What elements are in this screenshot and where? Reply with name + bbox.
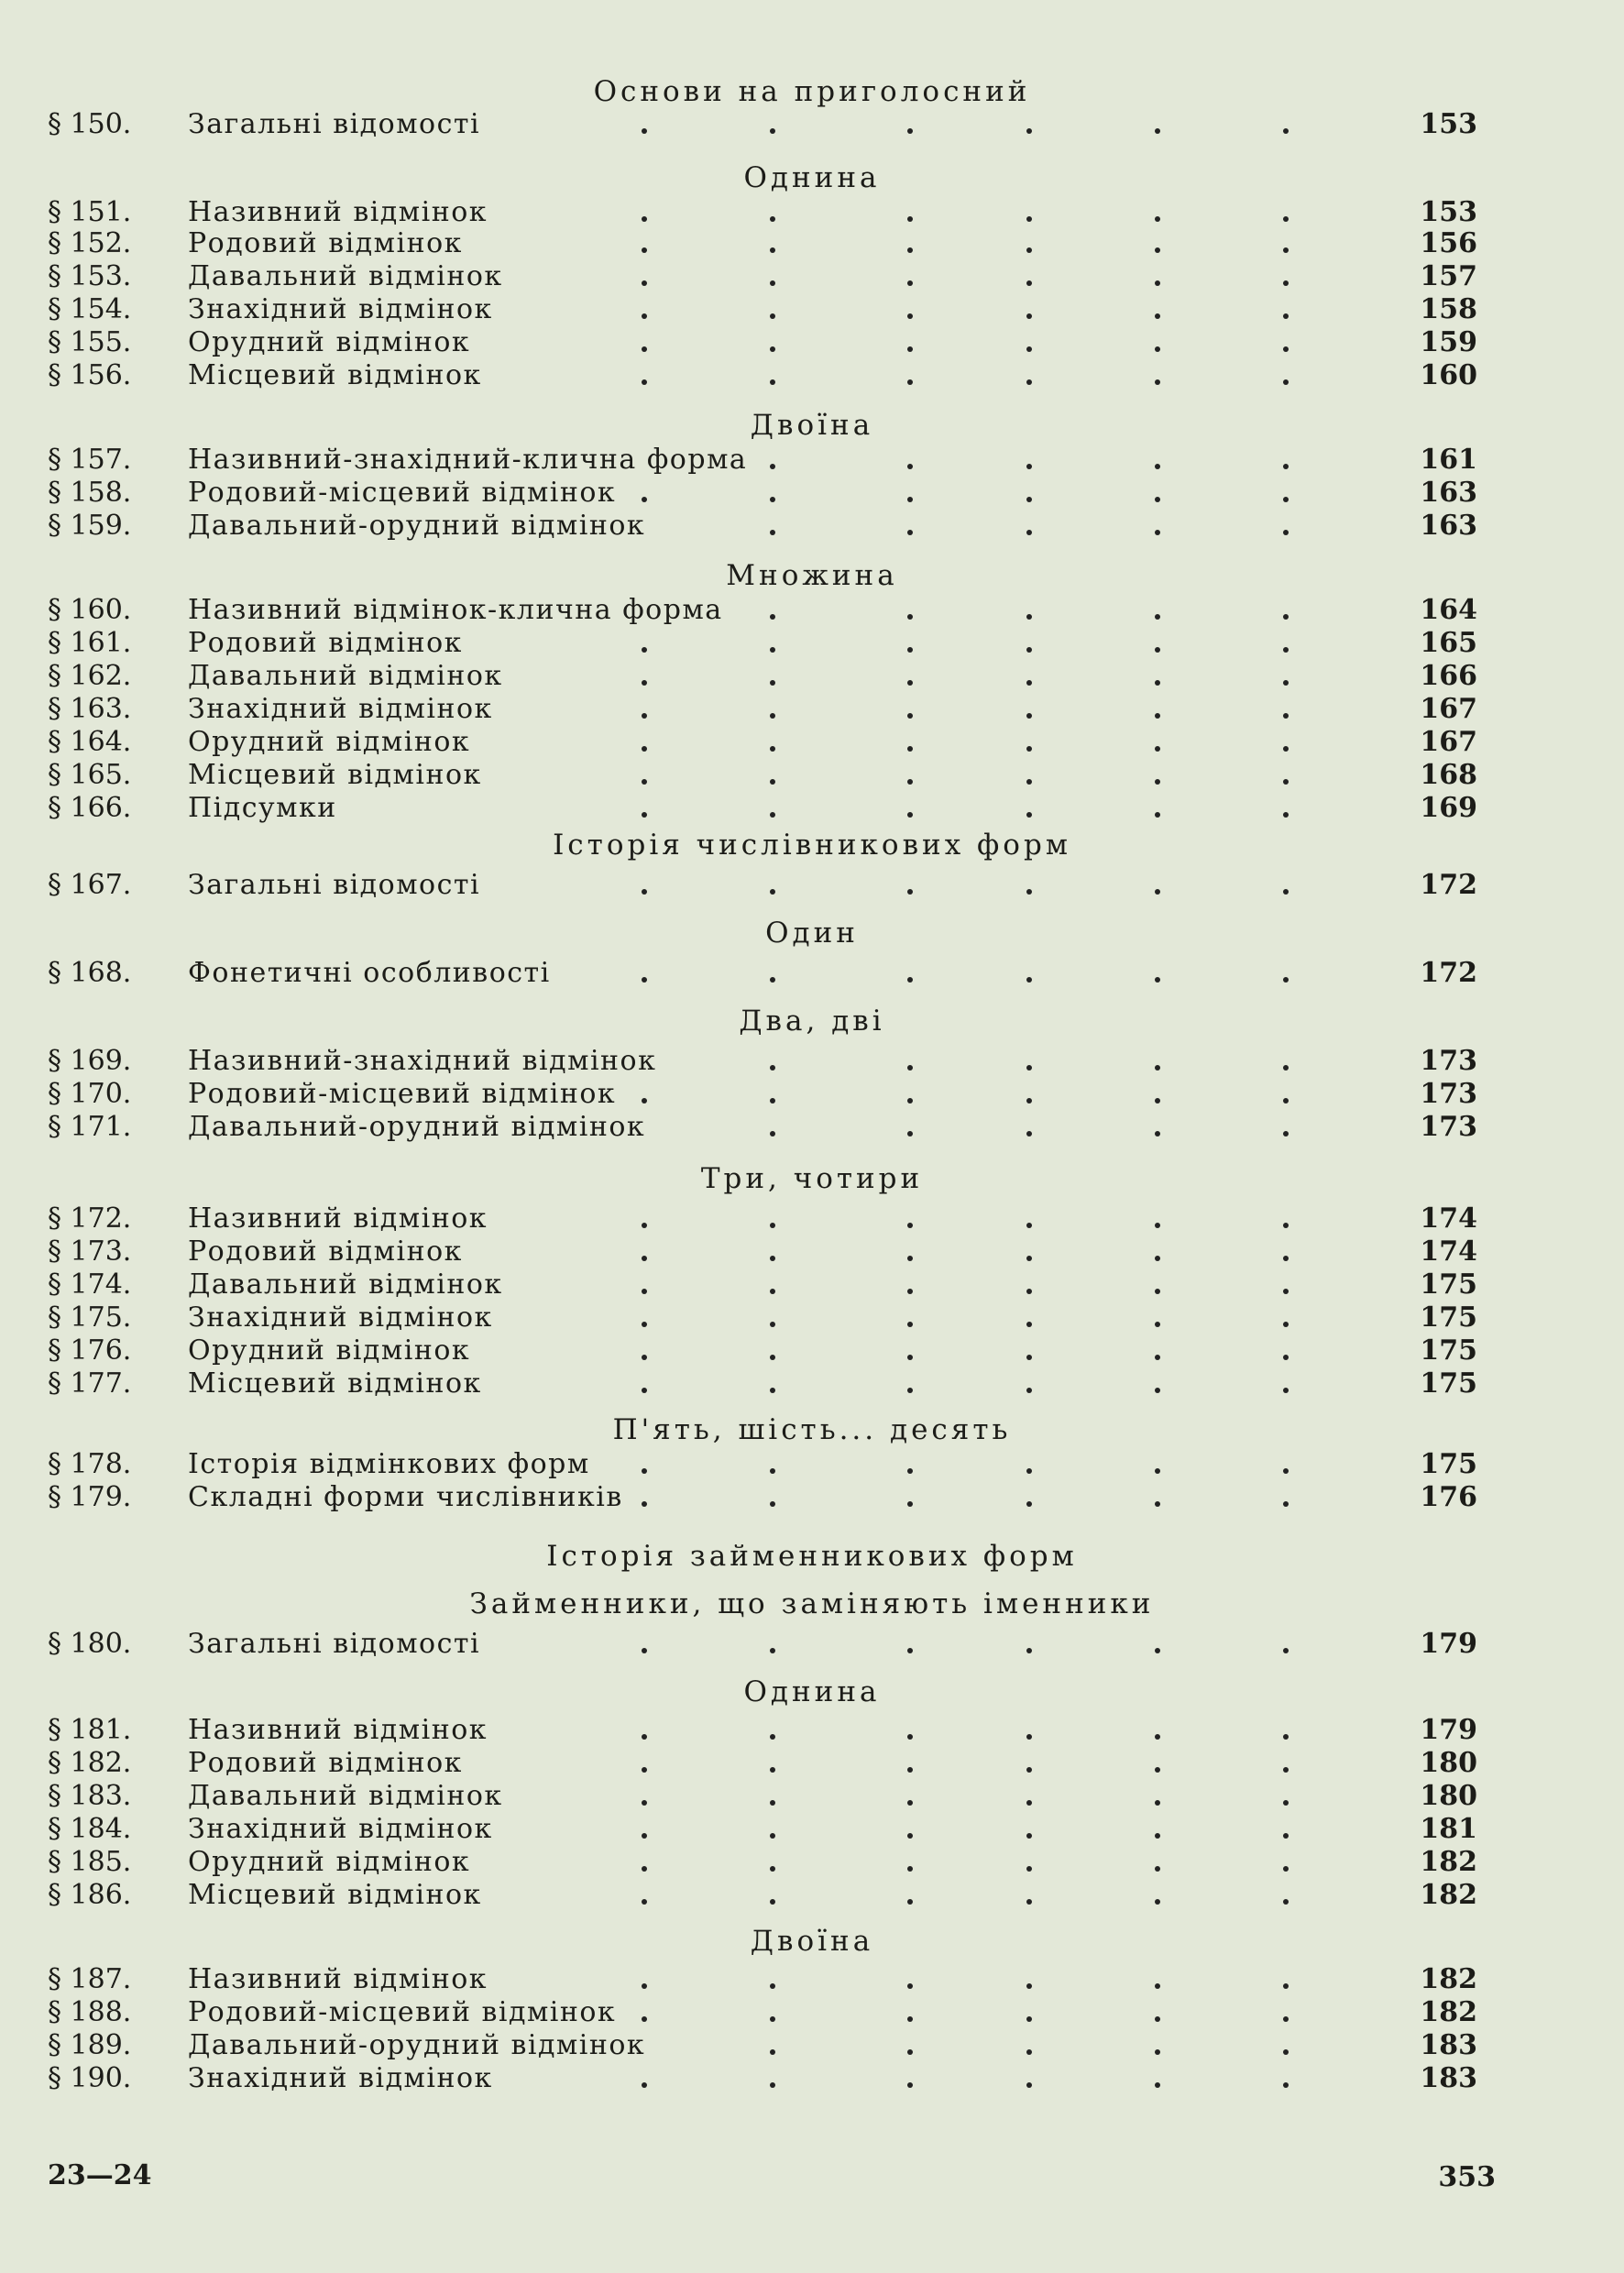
toc-entry xyxy=(0,477,1624,510)
toc-entry xyxy=(0,726,1624,759)
section-number: § 189. xyxy=(48,2029,132,2061)
entry-title: Давальний відмінок xyxy=(188,260,503,292)
page-ref: 169 xyxy=(1420,792,1477,824)
section-number: § 165. xyxy=(48,759,132,791)
page-ref: 173 xyxy=(1420,1045,1477,1077)
dot-leader xyxy=(642,1045,1338,1078)
toc-entry xyxy=(0,444,1624,477)
section-number: § 163. xyxy=(48,693,132,725)
section-number: § 160. xyxy=(48,594,132,626)
page-ref: 173 xyxy=(1420,1078,1477,1110)
entry-title: Давальний відмінок xyxy=(188,1268,503,1301)
section-number: § 155. xyxy=(48,326,132,358)
page-ref: 175 xyxy=(1420,1334,1477,1367)
page-ref: 172 xyxy=(1420,869,1477,901)
dot-leader xyxy=(642,594,1338,627)
toc-entry xyxy=(0,1879,1624,1912)
entry-title: Родовий-місцевий відмінок xyxy=(188,477,617,509)
entry-title: Називний відмінок xyxy=(188,1202,488,1235)
section-number: § 180. xyxy=(48,1628,132,1660)
section-number: § 172. xyxy=(48,1202,132,1235)
section-number: § 164. xyxy=(48,726,132,758)
section-number: § 187. xyxy=(48,1963,132,1995)
section-heading: Однина xyxy=(743,1675,881,1708)
entry-title: Родовий відмінок xyxy=(188,1235,463,1268)
toc-entry xyxy=(0,1045,1624,1078)
toc-entry xyxy=(0,759,1624,792)
page-ref: 182 xyxy=(1420,1879,1477,1911)
entry-title: Орудний відмінок xyxy=(188,1334,471,1367)
page-ref: 173 xyxy=(1420,1111,1477,1143)
section-number: § 170. xyxy=(48,1078,132,1110)
dot-leader xyxy=(642,792,1338,825)
section-heading: Двоїна xyxy=(750,409,874,442)
section-number: § 168. xyxy=(48,957,132,989)
dot-leader xyxy=(642,477,1338,510)
page-ref: 183 xyxy=(1420,2029,1477,2061)
dot-leader xyxy=(642,693,1338,726)
entry-title: Знахідний відмінок xyxy=(188,1301,493,1334)
page-ref: 179 xyxy=(1420,1628,1477,1660)
page-ref: 164 xyxy=(1420,594,1477,626)
section-number: § 152. xyxy=(48,227,132,259)
dot-leader xyxy=(642,1481,1338,1514)
entry-title: Давальний-орудний відмінок xyxy=(188,510,646,542)
dot-leader xyxy=(642,1268,1338,1301)
page-ref: 176 xyxy=(1420,1481,1477,1513)
toc-entry xyxy=(0,869,1624,902)
page-ref: 174 xyxy=(1420,1235,1477,1268)
toc-entry xyxy=(0,510,1624,543)
page-ref: 163 xyxy=(1420,510,1477,542)
toc-entry xyxy=(0,1813,1624,1846)
dot-leader xyxy=(642,1879,1338,1912)
dot-leader xyxy=(642,1202,1338,1235)
toc-entry xyxy=(0,627,1624,660)
section-number: § 178. xyxy=(48,1448,132,1480)
page-ref: 182 xyxy=(1420,1963,1477,1995)
page-number: 353 xyxy=(1438,2161,1496,2193)
dot-leader xyxy=(642,1813,1338,1846)
dot-leader xyxy=(642,108,1338,141)
section-number: § 158. xyxy=(48,477,132,509)
dot-leader xyxy=(642,1963,1338,1996)
entry-title: Давальний-орудний відмінок xyxy=(188,1111,646,1143)
toc-entry xyxy=(0,957,1624,990)
page-ref: 161 xyxy=(1420,444,1477,476)
toc-entry xyxy=(0,108,1624,141)
dot-leader xyxy=(642,359,1338,392)
entry-title: Знахідний відмінок xyxy=(188,1813,493,1845)
section-number: § 186. xyxy=(48,1879,132,1911)
toc-entry xyxy=(0,2029,1624,2062)
dot-leader xyxy=(642,1714,1338,1747)
toc-entry xyxy=(0,1111,1624,1144)
dot-leader xyxy=(642,2029,1338,2062)
entry-title: Загальні відомості xyxy=(188,869,481,901)
section-heading: Історія займенникових форм xyxy=(546,1540,1078,1573)
section-number: § 177. xyxy=(48,1367,132,1400)
entry-title: Місцевий відмінок xyxy=(188,1879,482,1911)
section-number: § 188. xyxy=(48,1996,132,2028)
section-number: § 174. xyxy=(48,1268,132,1301)
dot-leader xyxy=(642,326,1338,359)
toc-entry xyxy=(0,293,1624,326)
page-ref: 175 xyxy=(1420,1367,1477,1400)
entry-title: Орудний відмінок xyxy=(188,1846,471,1878)
toc-entry xyxy=(0,1628,1624,1661)
entry-title: Підсумки xyxy=(188,792,337,824)
toc-entry xyxy=(0,1747,1624,1780)
page-ref: 172 xyxy=(1420,957,1477,989)
toc-entry xyxy=(0,1235,1624,1268)
toc-entry xyxy=(0,1448,1624,1481)
section-number: § 150. xyxy=(48,108,132,140)
page-ref: 163 xyxy=(1420,477,1477,509)
section-number: § 175. xyxy=(48,1301,132,1334)
entry-title: Орудний відмінок xyxy=(188,726,471,758)
dot-leader xyxy=(642,1448,1338,1481)
dot-leader xyxy=(642,957,1338,990)
entry-title: Родовий-місцевий відмінок xyxy=(188,1078,617,1110)
entry-title: Родовий-місцевий відмінок xyxy=(188,1996,617,2028)
entry-title: Фонетичні особливості xyxy=(188,957,551,989)
page-ref: 153 xyxy=(1420,196,1477,228)
entry-title: Називний-знахідний відмінок xyxy=(188,1045,657,1077)
toc-entry xyxy=(0,1481,1624,1514)
section-number: § 182. xyxy=(48,1747,132,1779)
page-ref: 175 xyxy=(1420,1448,1477,1480)
page-ref: 168 xyxy=(1420,759,1477,791)
section-heading: Однина xyxy=(743,161,881,194)
section-heading: Займенники, що заміняють іменники xyxy=(469,1587,1155,1620)
section-number: § 183. xyxy=(48,1780,132,1812)
page-ref: 166 xyxy=(1420,660,1477,692)
page-ref: 156 xyxy=(1420,227,1477,259)
entry-title: Знахідний відмінок xyxy=(188,693,493,725)
entry-title: Називний відмінок xyxy=(188,196,488,228)
dot-leader xyxy=(642,1235,1338,1268)
entry-title: Родовий відмінок xyxy=(188,627,463,659)
page-ref: 175 xyxy=(1420,1301,1477,1334)
dot-leader xyxy=(642,1780,1338,1813)
section-number: § 157. xyxy=(48,444,132,476)
page-ref: 182 xyxy=(1420,1846,1477,1878)
entry-title: Називний відмінок-клична форма xyxy=(188,594,723,626)
section-number: § 173. xyxy=(48,1235,132,1268)
dot-leader xyxy=(642,1367,1338,1400)
section-heading: Три, чотири xyxy=(700,1162,924,1195)
dot-leader xyxy=(642,660,1338,693)
toc-entry xyxy=(0,693,1624,726)
page-ref: 179 xyxy=(1420,1714,1477,1746)
toc-entry xyxy=(0,594,1624,627)
section-number: § 166. xyxy=(48,792,132,824)
section-number: § 176. xyxy=(48,1334,132,1367)
entry-title: Називний-знахідний-клична форма xyxy=(188,444,748,476)
section-heading: Множина xyxy=(726,559,898,592)
entry-title: Місцевий відмінок xyxy=(188,759,482,791)
dot-leader xyxy=(642,1747,1338,1780)
dot-leader xyxy=(642,1996,1338,2029)
section-number: § 153. xyxy=(48,260,132,292)
section-number: § 179. xyxy=(48,1481,132,1513)
section-number: § 190. xyxy=(48,2062,132,2094)
section-number: § 184. xyxy=(48,1813,132,1845)
toc-entry xyxy=(0,1268,1624,1301)
entry-title: Називний відмінок xyxy=(188,1714,488,1746)
signature-mark: 23—24 xyxy=(48,2159,152,2191)
dot-leader xyxy=(642,2062,1338,2095)
toc-entry xyxy=(0,1367,1624,1400)
dot-leader xyxy=(642,510,1338,543)
dot-leader xyxy=(642,227,1338,260)
dot-leader xyxy=(642,260,1338,293)
section-heading: Основи на приголосний xyxy=(593,75,1031,108)
entry-title: Родовий відмінок xyxy=(188,227,463,259)
toc-entry xyxy=(0,1714,1624,1747)
page-ref: 153 xyxy=(1420,108,1477,140)
page-ref: 158 xyxy=(1420,293,1477,325)
section-number: § 162. xyxy=(48,660,132,692)
section-number: § 151. xyxy=(48,196,132,228)
page-ref: 180 xyxy=(1420,1780,1477,1812)
toc-entry xyxy=(0,1334,1624,1367)
toc-entry xyxy=(0,359,1624,392)
dot-leader xyxy=(642,759,1338,792)
section-number: § 159. xyxy=(48,510,132,542)
section-heading: Один xyxy=(765,917,859,950)
toc-entry xyxy=(0,792,1624,825)
dot-leader xyxy=(642,1628,1338,1661)
section-number: § 161. xyxy=(48,627,132,659)
section-number: § 154. xyxy=(48,293,132,325)
page-ref: 160 xyxy=(1420,359,1477,391)
dot-leader xyxy=(642,293,1338,326)
page-ref: 180 xyxy=(1420,1747,1477,1779)
page-ref: 165 xyxy=(1420,627,1477,659)
toc-entry xyxy=(0,227,1624,260)
entry-title: Загальні відомості xyxy=(188,1628,481,1660)
entry-title: Місцевий відмінок xyxy=(188,1367,482,1400)
section-number: § 171. xyxy=(48,1111,132,1143)
toc-entry xyxy=(0,1963,1624,1996)
toc-entry xyxy=(0,1301,1624,1334)
entry-title: Орудний відмінок xyxy=(188,326,471,358)
entry-title: Місцевий відмінок xyxy=(188,359,482,391)
toc-entry xyxy=(0,1996,1624,2029)
toc-entry xyxy=(0,326,1624,359)
page-ref: 167 xyxy=(1420,726,1477,758)
dot-leader xyxy=(642,726,1338,759)
entry-title: Знахідний відмінок xyxy=(188,2062,493,2094)
toc-entry xyxy=(0,196,1624,229)
dot-leader xyxy=(642,627,1338,660)
page-ref: 157 xyxy=(1420,260,1477,292)
page-ref: 183 xyxy=(1420,2062,1477,2094)
section-number: § 185. xyxy=(48,1846,132,1878)
section-number: § 181. xyxy=(48,1714,132,1746)
dot-leader xyxy=(642,196,1338,229)
dot-leader xyxy=(642,1846,1338,1879)
section-number: § 169. xyxy=(48,1045,132,1077)
toc-entry xyxy=(0,1846,1624,1879)
page-ref: 175 xyxy=(1420,1268,1477,1301)
section-number: § 156. xyxy=(48,359,132,391)
entry-title: Називний відмінок xyxy=(188,1963,488,1995)
page-ref: 159 xyxy=(1420,326,1477,358)
page-ref: 167 xyxy=(1420,693,1477,725)
page-ref: 182 xyxy=(1420,1996,1477,2028)
entry-title: Давальний відмінок xyxy=(188,1780,503,1812)
entry-title: Загальні відомості xyxy=(188,108,481,140)
toc-entry xyxy=(0,1078,1624,1111)
toc-entry xyxy=(0,1780,1624,1813)
toc-entry xyxy=(0,1202,1624,1235)
toc-entry xyxy=(0,2062,1624,2095)
toc-entry xyxy=(0,260,1624,293)
section-number: § 167. xyxy=(48,869,132,901)
dot-leader xyxy=(642,444,1338,477)
section-heading: Двоїна xyxy=(750,1925,874,1958)
section-heading: П'ять, шість... десять xyxy=(612,1413,1012,1446)
entry-title: Складні форми числівників xyxy=(188,1481,623,1513)
dot-leader xyxy=(642,1078,1338,1111)
page-ref: 174 xyxy=(1420,1202,1477,1235)
toc-entry xyxy=(0,660,1624,693)
page-ref: 181 xyxy=(1420,1813,1477,1845)
dot-leader xyxy=(642,1334,1338,1367)
dot-leader xyxy=(642,869,1338,902)
entry-title: Давальний-орудний відмінок xyxy=(188,2029,646,2061)
dot-leader xyxy=(642,1301,1338,1334)
dot-leader xyxy=(642,1111,1338,1144)
entry-title: Родовий відмінок xyxy=(188,1747,463,1779)
entry-title: Історія відмінкових форм xyxy=(188,1448,590,1480)
entry-title: Знахідний відмінок xyxy=(188,293,493,325)
section-heading: Два, дві xyxy=(739,1005,885,1038)
section-heading: Історія числівникових форм xyxy=(553,829,1071,862)
entry-title: Давальний відмінок xyxy=(188,660,503,692)
